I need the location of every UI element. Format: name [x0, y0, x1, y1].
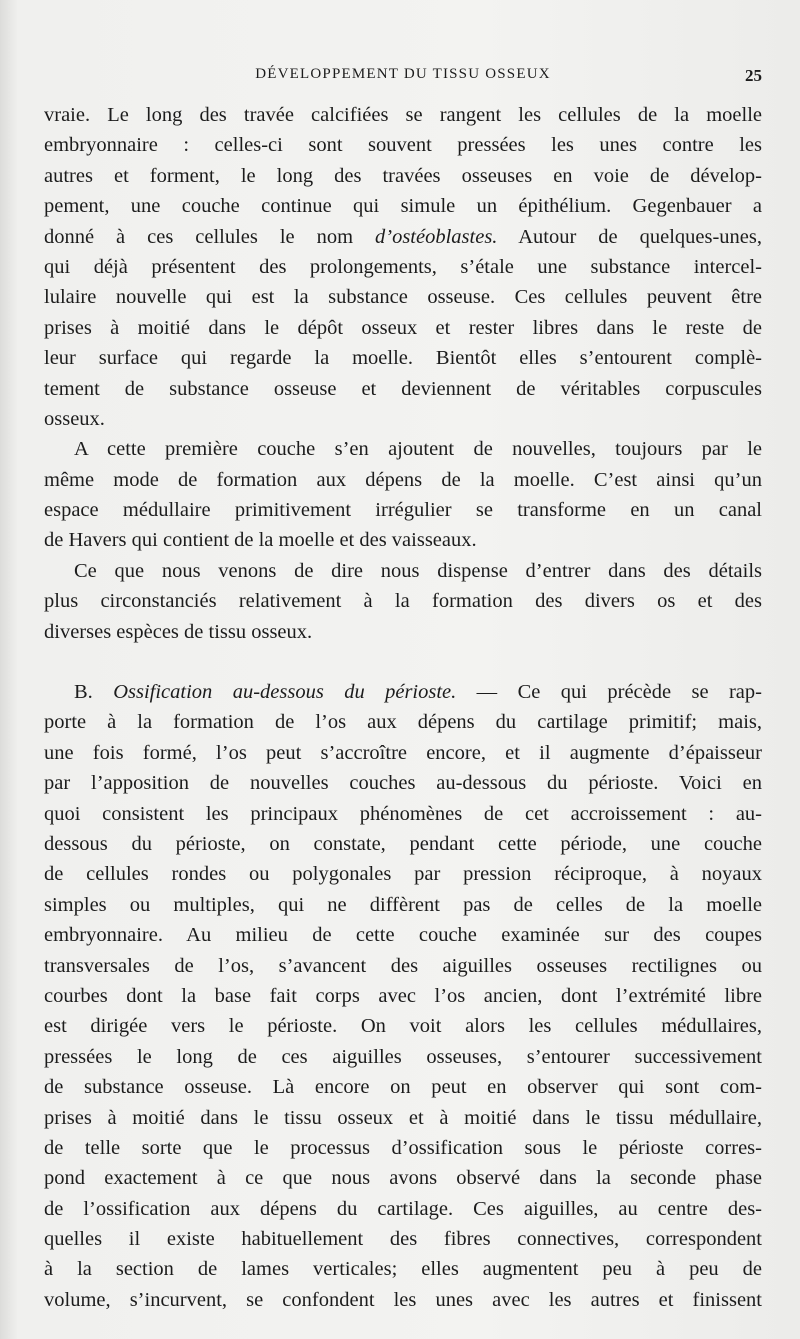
text-line: de cellules rondes ou polygonales par pression réciproque, à noyaux	[44, 863, 762, 886]
text-line: leur surface qui regarde la moelle. Bientôt elles s’entourent complè-	[44, 347, 762, 370]
text-line: à la section de lames verticales; elles augmentent peu à peu de	[44, 1258, 762, 1281]
italic-term: Ossification au-dessous du périoste.	[113, 681, 457, 704]
paragraph	[44, 100, 762, 434]
text-line: quelles il existe habituellement des fibres connectives, correspondent	[44, 1228, 762, 1251]
text-line: par l’apposition de nouvelles couches au-dessous du périoste. Voici en	[44, 772, 762, 795]
text-line: pement, une couche continue qui simule un épithélium. Gegenbauer a	[44, 195, 762, 218]
text-line: même mode de formation aux dépens de la moelle. C’est ainsi qu’un	[44, 468, 762, 491]
text-line: embryonnaire : celles-ci sont souvent pressées les unes contre les	[44, 134, 762, 157]
text-line: de l’ossification aux dépens du cartilage. Ces aiguilles, au centre des-	[44, 1197, 762, 1220]
paragraph	[44, 677, 762, 1315]
text-line: lulaire nouvelle qui est la substance osseuse. Ces cellules peuvent être	[44, 286, 762, 309]
text-line: de substance osseuse. Là encore on peut en observer qui sont com-	[44, 1076, 762, 1099]
text-line: vraie. Le long des travée calcifiées se rangent les cellules de la moelle	[44, 104, 762, 126]
text-line: dessous du périoste, on constate, pendant cette période, une couche	[44, 832, 762, 855]
text-line	[44, 222, 762, 252]
text-line: diverses espèces de tissu osseux.	[44, 620, 313, 643]
italic-term: d’ostéoblastes.	[375, 225, 498, 248]
running-head	[44, 64, 762, 88]
text-line: qui déjà présentent des prolongements, s’étale une substance intercel-	[44, 255, 762, 278]
running-title: DÉVELOPPEMENT DU TISSU OSSEUX	[255, 66, 551, 82]
paragraph	[44, 556, 762, 647]
text-line: osseux.	[44, 407, 105, 430]
text-line: pond exactement à ce que nous avons observé dans la seconde phase	[44, 1167, 762, 1190]
text-line: de Havers qui contient de la moelle et des vaisseaux.	[44, 529, 477, 552]
text-line: transversales de l’os, s’avancent des aiguilles osseuses rectilignes ou	[44, 954, 762, 977]
text-line: embryonnaire. Au milieu de cette couche examinée sur des coupes	[44, 924, 762, 947]
text-line: courbes dont la base fait corps avec l’os ancien, dont l’extrémité libre	[44, 984, 762, 1007]
text-line: une fois formé, l’os peut s’accroître encore, et il augmente d’épaisseur	[44, 741, 762, 764]
text-segment: B.	[74, 681, 114, 704]
text-line: de telle sorte que le processus d’ossification sous le périoste corres-	[44, 1136, 762, 1159]
paragraph-gap	[44, 647, 762, 677]
text-line: Ce que nous venons de dire nous dispense d’entrer dans des détails	[74, 559, 762, 582]
text-line: pressées le long de ces aiguilles osseuses, s’entourer successivement	[44, 1045, 762, 1068]
text-segment: Autour de quelques-unes,	[497, 225, 762, 248]
page-number: 25	[745, 66, 762, 85]
text-line: quoi consistent les principaux phénomènes de cet accroissement : au-	[44, 802, 762, 825]
text-line: tement de substance osseuse et deviennent de véritables corpuscules	[44, 377, 762, 400]
text-line: est dirigée vers le périoste. On voit alors les cellules médullaires,	[44, 1015, 762, 1038]
text-line	[44, 677, 762, 707]
paragraph	[44, 434, 762, 556]
text-line: porte à la formation de l’os aux dépens du cartilage primitif; mais,	[44, 711, 762, 734]
text-line: volume, s’incurvent, se confondent les unes avec les autres et finissent	[44, 1288, 762, 1311]
text-segment: donné à ces cellules le nom	[44, 225, 375, 248]
text-line: prises à moitié dans le tissu osseux et à moitié dans le tissu médullaire,	[44, 1106, 762, 1129]
text-line: simples ou multiples, qui ne diffèrent pas de celles de la moelle	[44, 893, 762, 916]
text-line: autres et forment, le long des travées osseuses en voie de dévelop-	[44, 164, 762, 187]
text-line: A cette première couche s’en ajoutent de nouvelles, toujours par le	[74, 438, 762, 461]
body-text	[44, 100, 762, 1315]
text-segment: — Ce qui précède se rap-	[456, 681, 762, 704]
text-line: espace médullaire primitivement irrégulier se transforme en un canal	[44, 499, 762, 522]
text-line: plus circonstanciés relativement à la formation des divers os et des	[44, 590, 762, 613]
text-line: prises à moitié dans le dépôt osseux et rester libres dans le reste de	[44, 316, 762, 339]
